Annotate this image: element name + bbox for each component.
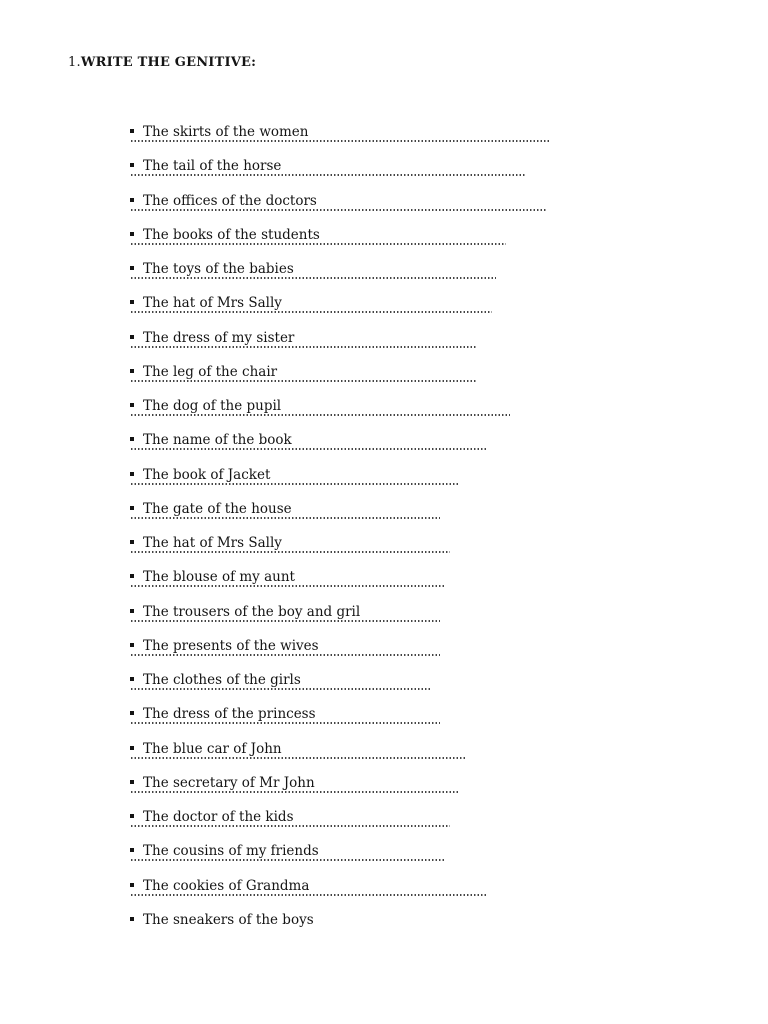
list-item [130, 705, 690, 739]
exercise-list [130, 123, 690, 945]
exercise-number: 1. [68, 55, 81, 70]
answer-line[interactable] [130, 551, 450, 553]
answer-line[interactable] [130, 517, 440, 519]
list-item [130, 500, 690, 534]
item-text: The offices of the doctors [143, 192, 317, 209]
exercise-title: WRITE THE GENITIVE: [80, 55, 257, 70]
bullet-icon [130, 711, 134, 715]
answer-line[interactable] [130, 346, 476, 348]
list-item [130, 431, 690, 465]
list-item [130, 157, 690, 191]
list-item [130, 192, 690, 226]
bullet-icon [130, 266, 134, 270]
item-text: The sneakers of the boys [143, 911, 314, 928]
bullet-icon [130, 883, 134, 887]
list-item [130, 637, 690, 671]
item-text: The gate of the house [143, 500, 292, 517]
item-text: The tail of the horse [143, 158, 282, 175]
bullet-icon [130, 540, 134, 544]
item-text: The cousins of my friends [143, 843, 319, 860]
list-item [130, 774, 690, 808]
list-item [130, 534, 690, 568]
answer-line[interactable] [130, 243, 506, 245]
list-item [130, 877, 690, 911]
answer-line[interactable] [130, 174, 526, 176]
bullet-icon [130, 848, 134, 852]
bullet-icon [130, 163, 134, 167]
item-text: The blue car of John [143, 740, 282, 757]
bullet-icon [130, 506, 134, 510]
item-text: The hat of Mrs Sally [143, 295, 282, 312]
list-item [130, 260, 690, 294]
item-text: The trousers of the boy and gril [143, 603, 361, 620]
answer-line[interactable] [130, 894, 486, 896]
item-text: The clothes of the girls [143, 672, 301, 688]
item-text: The blouse of my aunt [143, 569, 295, 586]
bullet-icon [130, 609, 134, 613]
answer-line[interactable] [130, 140, 550, 142]
answer-line[interactable] [130, 791, 460, 793]
exercise-heading [68, 54, 256, 72]
list-item [130, 568, 690, 602]
list-item [130, 911, 690, 945]
answer-line[interactable] [130, 277, 496, 279]
answer-line[interactable] [130, 448, 486, 450]
item-text: The book of Jacket [143, 466, 271, 483]
answer-line[interactable] [130, 483, 460, 485]
bullet-icon [130, 917, 134, 921]
answer-line[interactable] [130, 414, 510, 416]
bullet-icon [130, 437, 134, 441]
list-item [130, 740, 690, 774]
list-item [130, 842, 690, 876]
answer-line[interactable] [130, 209, 546, 211]
item-text: The books of the students [143, 226, 320, 243]
answer-line[interactable] [130, 757, 466, 759]
answer-line[interactable] [130, 585, 446, 587]
bullet-icon [130, 472, 134, 476]
answer-line[interactable] [130, 859, 446, 861]
item-text: The name of the book [143, 432, 292, 449]
bullet-icon [130, 780, 134, 784]
item-text: The hat of Mrs Sally [143, 535, 282, 551]
answer-line[interactable] [130, 654, 440, 656]
list-item [130, 294, 690, 328]
list-item [130, 226, 690, 260]
list-item [130, 671, 690, 705]
list-item [130, 603, 690, 637]
answer-line[interactable] [130, 825, 450, 827]
item-text: The leg of the chair [143, 363, 278, 380]
list-item [130, 466, 690, 500]
answer-line[interactable] [130, 688, 430, 690]
item-text: The dress of my sister [143, 329, 295, 346]
bullet-icon [130, 198, 134, 202]
bullet-icon [130, 335, 134, 339]
bullet-icon [130, 574, 134, 578]
bullet-icon [130, 129, 134, 133]
list-item [130, 363, 690, 397]
bullet-icon [130, 232, 134, 236]
bullet-icon [130, 814, 134, 818]
item-text: The dog of the pupil [143, 398, 282, 414]
list-item [130, 123, 690, 157]
list-item [130, 329, 690, 363]
item-text: The dress of the princess [143, 706, 316, 723]
item-text: The secretary of Mr John [143, 774, 315, 791]
bullet-icon [130, 643, 134, 647]
bullet-icon [130, 677, 134, 681]
list-item [130, 397, 690, 431]
answer-line[interactable] [130, 311, 492, 313]
list-item [130, 808, 690, 842]
answer-line[interactable] [130, 380, 476, 382]
item-text: The skirts of the women [143, 124, 309, 140]
bullet-icon [130, 746, 134, 750]
item-text: The toys of the babies [143, 261, 294, 277]
bullet-icon [130, 300, 134, 304]
bullet-icon [130, 369, 134, 373]
answer-line[interactable] [130, 620, 440, 622]
bullet-icon [130, 403, 134, 407]
item-text: The cookies of Grandma [143, 877, 310, 894]
item-text: The doctor of the kids [143, 809, 294, 825]
item-text: The presents of the wives [143, 637, 319, 654]
answer-line[interactable] [130, 722, 440, 724]
